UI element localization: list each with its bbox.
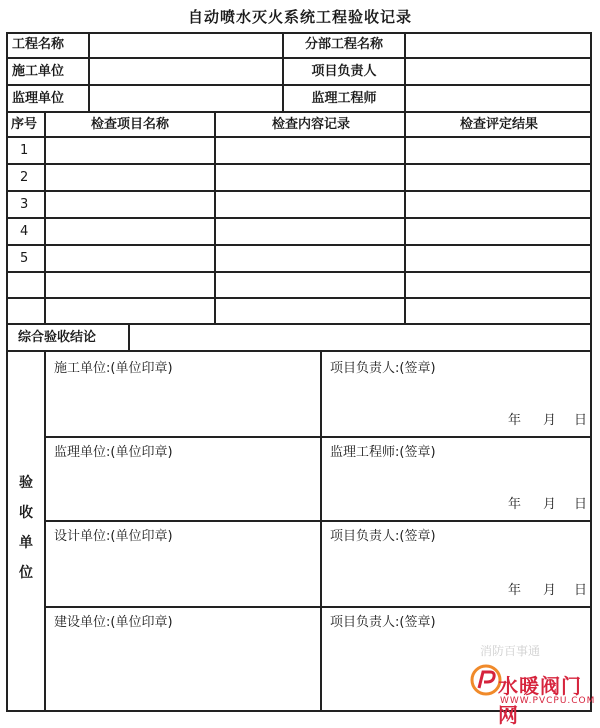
divider — [44, 606, 592, 608]
construction-seal-label: 施工单位:(单位印章) — [54, 361, 173, 376]
divider — [6, 190, 592, 192]
divider — [44, 350, 46, 712]
date-month: 月 — [543, 583, 557, 598]
row-number: 3 — [20, 197, 29, 212]
supervising-engineer-label: 监理工程师 — [311, 91, 377, 106]
owner-seal-label: 建设单位:(单位印章) — [54, 615, 173, 630]
vertical-char: 位 — [19, 565, 33, 581]
divider — [6, 163, 592, 165]
col-content: 检查内容记录 — [271, 117, 350, 132]
project-manager-field[interactable] — [406, 59, 590, 84]
watermark-source: 消防百事通 — [480, 644, 541, 658]
project-name-label: 工程名称 — [12, 37, 65, 52]
row-number: 5 — [20, 251, 29, 266]
supervision-seal-label: 监理单位:(单位印章) — [54, 445, 173, 460]
col-no: 序号 — [11, 117, 38, 132]
col-result: 检查评定结果 — [459, 117, 538, 132]
divider — [6, 297, 592, 299]
supervising-engineer-field[interactable] — [406, 86, 590, 111]
watermark-url: WWW.PVCPU.COM — [500, 696, 596, 706]
vertical-char: 单 — [19, 535, 33, 551]
page-title: 自动喷水灭火系统工程验收记录 — [187, 8, 412, 26]
divider — [6, 136, 592, 138]
border-left — [6, 32, 8, 712]
acceptance-unit-label — [16, 468, 36, 588]
engineer-sign-label: 监理工程师:(签章) — [330, 445, 436, 460]
divider — [320, 350, 322, 712]
divider — [6, 271, 592, 273]
date-day: 日 — [574, 583, 588, 598]
date-day: 日 — [574, 413, 588, 428]
watermark-brand: 水暖阀门网 — [498, 674, 582, 727]
project-manager-label: 项目负责人 — [311, 64, 377, 79]
manager-sign-label: 项目负责人:(签章) — [330, 361, 436, 376]
supervision-unit-label: 监理单位 — [12, 91, 65, 106]
divider — [44, 436, 592, 438]
vertical-char: 收 — [19, 505, 33, 521]
date-year: 年 — [508, 583, 522, 598]
divider — [6, 217, 592, 219]
conclusion-label: 综合验收结论 — [18, 330, 97, 345]
acceptance-form — [6, 32, 592, 712]
vertical-char: 验 — [19, 475, 33, 491]
sub-project-field[interactable] — [406, 34, 590, 57]
row-number: 4 — [20, 224, 29, 239]
col-item: 检查项目名称 — [90, 117, 169, 132]
divider — [6, 323, 592, 325]
sub-project-label: 分部工程名称 — [304, 37, 383, 52]
project-name-field[interactable] — [90, 34, 282, 57]
manager-sign-label: 项目负责人:(签章) — [330, 615, 436, 630]
manager-sign-label: 项目负责人:(签章) — [330, 529, 436, 544]
supervision-unit-field[interactable] — [90, 86, 282, 111]
divider — [6, 244, 592, 246]
date-month: 月 — [543, 497, 557, 512]
construction-unit-label: 施工单位 — [12, 64, 65, 79]
date-year: 年 — [508, 497, 522, 512]
row-number: 2 — [20, 170, 29, 185]
construction-unit-field[interactable] — [90, 59, 282, 84]
divider — [44, 520, 592, 522]
divider — [6, 111, 592, 113]
row-number: 1 — [20, 143, 29, 158]
date-month: 月 — [543, 413, 557, 428]
design-seal-label: 设计单位:(单位印章) — [54, 529, 173, 544]
border-right — [590, 32, 592, 712]
date-day: 日 — [574, 497, 588, 512]
divider — [6, 350, 592, 352]
date-year: 年 — [508, 413, 522, 428]
conclusion-field[interactable] — [130, 326, 590, 350]
